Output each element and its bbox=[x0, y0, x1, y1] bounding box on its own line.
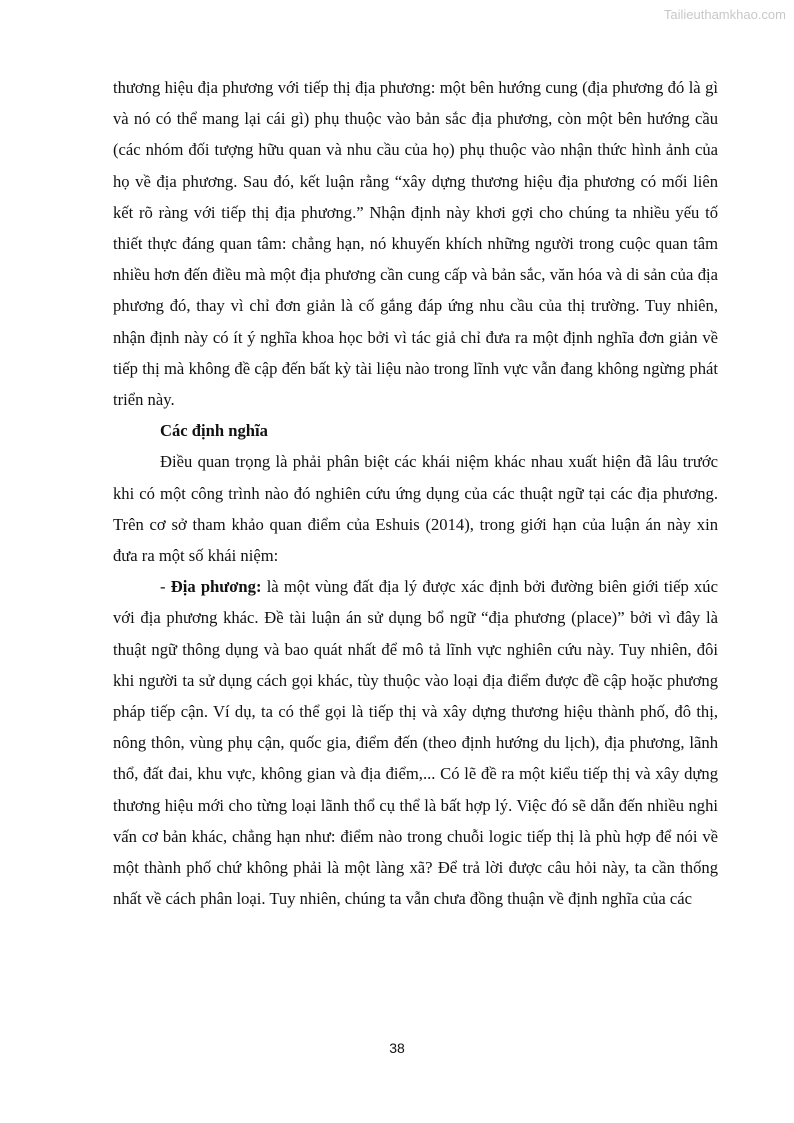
paragraph-2: Điều quan trọng là phải phân biệt các khái niệm khác nhau xuất hiện đã lâu trước khi có một công trình nào đó nghiên cứu ứng dụng của các thuật ngữ tại các địa phương. Trên cơ sở tham khảo quan điểm của Eshuis (2014), trong giới hạn của luận án này xin đưa ra một số khái niệm: bbox=[113, 452, 718, 566]
term-dia-phuong: Địa phương: bbox=[170, 577, 262, 597]
paragraph-3 bbox=[113, 571, 718, 914]
list-dash: - bbox=[160, 577, 171, 597]
document-body bbox=[113, 72, 718, 914]
paragraph-1: thương hiệu địa phương với tiếp thị địa phương: một bên hướng cung (địa phương đó là gì và nó có thể mang lại cái gì) phụ thuộc vào bản sắc địa phương, còn một bên hướng cầu (các nhóm đối tượng hữu quan và nhu cầu của họ) phụ thuộc vào nhận thức hình ảnh của họ về địa phương. Sau đó, kết luận rằng “xây dựng thương hiệu địa phương có mối liên kết rõ ràng với tiếp thị địa phương.” Nhận định này khơi gợi cho chúng ta nhiều yếu tố thiết thực đáng quan tâm: chẳng hạn, nó khuyến khích những người trong cuộc quan tâm nhiều hơn đến điều mà một địa phương cần cung cấp và bản sắc, văn hóa và di sản của địa phương đó, thay vì chỉ đơn giản là cố gắng đáp ứng nhu cầu của thị trường. Tuy nhiên, nhận định này có ít ý nghĩa khoa học bởi vì tác giả chỉ đưa ra một định nghĩa đơn giản về tiếp thị mà không đề cập đến bất kỳ tài liệu nào trong lĩnh vực vẫn đang không ngừng phát triển này. bbox=[113, 78, 718, 410]
paragraph-3-body: là một vùng đất địa lý được xác định bởi đường biên giới tiếp xúc với địa phương khác. Đề tài luận án sử dụng bổ ngữ “địa phương (place)” bởi vì đây là thuật ngữ thông dụng và bao quát nhất để mô tả lĩnh vực nghiên cứu này. Tuy nhiên, đôi khi người ta sử dụng cách gọi khác, tùy thuộc vào loại địa điểm được đề cập hoặc phương pháp tiếp cận. Ví dụ, ta có thể gọi là tiếp thị và xây dựng thương hiệu thành phố, đô thị, nông thôn, vùng phụ cận, quốc gia, điểm đến (theo định hướng du lịch), địa phương, lãnh thổ, đất đai, khu vực, không gian và địa điểm,... Có lẽ đề ra một kiểu tiếp thị và xây dựng thương hiệu mới cho từng loại lãnh thổ cụ thể là bất hợp lý. Việc đó sẽ dẫn đến nhiều nghi vấn cơ bản khác, chẳng hạn như: điểm nào trong chuỗi logic tiếp thị là phù hợp để nói về một thành phố chứ không phải là một làng xã? Để trả lời được câu hỏi này, ta cần thống nhất về cách phân loại. Tuy nhiên, chúng ta vẫn chưa đồng thuận về định nghĩa của các bbox=[113, 577, 718, 909]
watermark: Tailieuthamkhao.com bbox=[663, 7, 786, 22]
section-heading: Các định nghĩa bbox=[160, 421, 268, 441]
page-number: 38 bbox=[389, 1040, 405, 1056]
